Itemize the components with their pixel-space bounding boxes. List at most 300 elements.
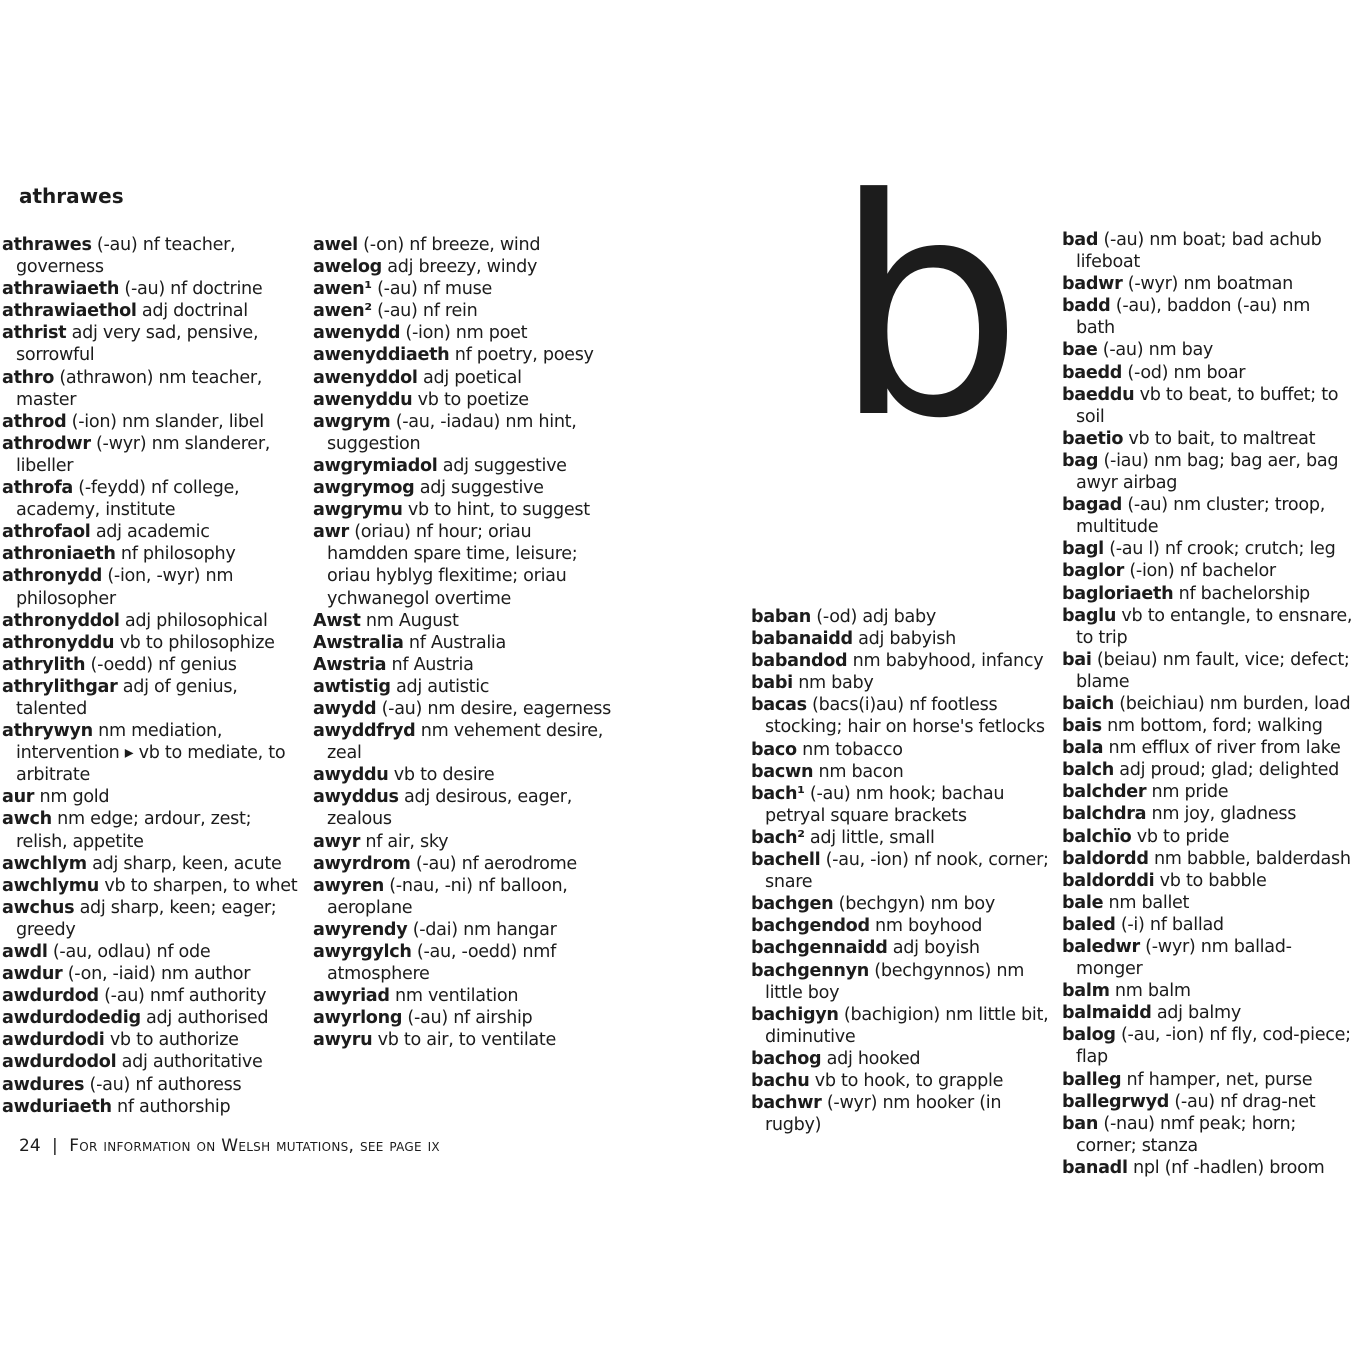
headword: athrawiaeth (2, 279, 120, 300)
headword: balchder (1062, 782, 1147, 803)
dictionary-entry (2, 300, 302, 322)
dictionary-entry (1062, 339, 1353, 361)
dictionary-entry (313, 786, 613, 830)
definition: (-au) nm hook; bachau petryal square brackets (765, 783, 1005, 826)
dictionary-entry (1062, 605, 1353, 649)
definition: (-au) nf authoress (84, 1074, 242, 1095)
dictionary-entry (313, 875, 613, 919)
headword: bagl (1062, 539, 1104, 560)
dictionary-entry (313, 367, 613, 389)
headword: balch (1062, 760, 1114, 781)
dictionary-entry (1062, 362, 1353, 384)
definition: (-feydd) nf college, academy, institute (16, 478, 240, 521)
dictionary-entry (313, 764, 613, 786)
dictionary-entry (1062, 273, 1353, 295)
dictionary-entry (751, 849, 1051, 893)
definition: (-nau) nmf peak; horn; corner; stanza (1076, 1113, 1297, 1156)
headword: awchus (2, 897, 75, 918)
dictionary-entry (2, 786, 302, 808)
headword: Awstria (313, 654, 387, 675)
definition: (-au, -ion) nf nook, corner; snare (765, 850, 1049, 893)
definition: nm ventilation (389, 986, 519, 1007)
headword: awchlymu (2, 875, 100, 896)
dictionary-entry (2, 610, 302, 632)
headword: baban (751, 607, 811, 627)
definition: (bechgynnos) nm little boy (765, 960, 1025, 1003)
dictionary-entry (2, 853, 302, 875)
dictionary-entry (1062, 980, 1353, 1002)
headword: awdurdod (2, 986, 99, 1007)
headword: awgrymu (313, 500, 403, 521)
dictionary-entry (313, 654, 613, 676)
dictionary-entry (1062, 781, 1353, 803)
definition: (-ion, -wyr) nm philosopher (16, 566, 234, 609)
definition: adj academic (90, 522, 210, 543)
headword: awenyddol (313, 367, 418, 388)
dictionary-entry (2, 1007, 302, 1029)
headword: awgrymog (313, 478, 415, 499)
dictionary-entry (751, 915, 1051, 937)
definition: (-au) nf airship (402, 1008, 533, 1029)
dictionary-column-4 (1062, 229, 1353, 1179)
headword: athrywyn (2, 721, 93, 742)
definition: nf poetry, poesy (449, 345, 594, 366)
dictionary-entry (2, 985, 302, 1007)
definition: vb to hint, to suggest (402, 500, 590, 521)
definition: nm efflux of river from lake (1103, 738, 1341, 759)
dictionary-entry (2, 433, 302, 477)
headword: awenyddiaeth (313, 345, 450, 366)
dictionary-entry (751, 937, 1051, 959)
dictionary-entry (313, 919, 613, 941)
definition: (-au) nf muse (371, 279, 493, 300)
dictionary-entry (313, 455, 613, 477)
definition: adj sharp, keen; eager; greedy (16, 897, 277, 940)
dictionary-entry (1062, 1002, 1353, 1024)
dictionary-entry (1062, 450, 1353, 494)
dictionary-entry (2, 1029, 302, 1051)
definition: (-iau) nm bag; bag aer, bag awyr airbag (1076, 450, 1339, 494)
dictionary-entry (751, 960, 1051, 1004)
dictionary-entry (751, 628, 1051, 650)
dictionary-entry (1062, 560, 1353, 582)
definition: nf hamper, net, purse (1121, 1069, 1313, 1090)
dictionary-entry (313, 499, 613, 521)
definition: (-au) nm bay (1097, 340, 1214, 361)
dictionary-entry (2, 720, 302, 786)
headword: athronyddu (2, 632, 115, 653)
dictionary-entry (751, 694, 1051, 738)
headword: bais (1062, 716, 1102, 737)
definition: (bechgyn) nm boy (833, 894, 995, 915)
headword: bai (1062, 649, 1092, 670)
dictionary-entry (1062, 715, 1353, 737)
dictionary-entry (2, 477, 302, 521)
footer-note: For information on Welsh mutations, see page ix (69, 1136, 440, 1156)
headword: athrawes (2, 235, 92, 255)
definition: adj authoritative (116, 1052, 263, 1073)
headword: baglu (1062, 605, 1117, 626)
definition: adj desirous, eager, zealous (327, 787, 572, 830)
running-head: athrawes (19, 184, 124, 208)
headword: Awst (313, 610, 361, 631)
headword: awyrlong (313, 1008, 403, 1029)
headword: awen¹ (313, 279, 372, 300)
headword: athrod (2, 411, 67, 432)
dictionary-entry (313, 853, 613, 875)
definition: (-dai) nm hangar (407, 919, 557, 940)
definition: (athrawon) nm teacher, master (16, 367, 263, 410)
dictionary-entry (313, 985, 613, 1007)
dictionary-entry (313, 411, 613, 455)
headword: awel (313, 235, 358, 255)
headword: awyrendy (313, 919, 408, 940)
definition: nf Australia (403, 632, 506, 653)
headword: athrist (2, 323, 67, 344)
headword: athrawiaethol (2, 301, 137, 322)
headword: balleg (1062, 1069, 1122, 1090)
dictionary-entry (1062, 914, 1353, 936)
headword: badd (1062, 296, 1111, 317)
definition: adj breezy, windy (381, 257, 538, 278)
headword: banadl (1062, 1157, 1128, 1178)
headword: bachgennyn (751, 960, 869, 981)
definition: vb to poetize (412, 389, 529, 410)
dictionary-entry (1062, 737, 1353, 759)
definition: (-au, -oedd) nmf atmosphere (327, 942, 556, 985)
dictionary-entry (313, 941, 613, 985)
headword: bachgennaidd (751, 938, 888, 959)
definition: adj little, small (804, 827, 935, 848)
headword: bacwn (751, 761, 814, 782)
headword: Awstralia (313, 632, 404, 653)
headword: balog (1062, 1025, 1116, 1046)
dictionary-entry (1062, 693, 1353, 715)
headword: awr (313, 522, 349, 543)
headword: balchïo (1062, 826, 1132, 847)
headword: awenyddu (313, 389, 413, 410)
definition: nm pride (1146, 782, 1229, 803)
definition: (-au, -ion) nf fly, cod-piece; flap (1076, 1025, 1351, 1068)
dictionary-entry (2, 1096, 302, 1118)
definition: (-au) nm desire, eagerness (376, 698, 612, 719)
dictionary-entry (1062, 229, 1353, 273)
definition: adj very sad, pensive, sorrowful (16, 323, 259, 366)
dictionary-entry (1062, 384, 1353, 428)
headword: bala (1062, 738, 1104, 759)
definition: (-au) nf teacher, governess (16, 235, 236, 278)
headword: bagloriaeth (1062, 583, 1174, 604)
dictionary-entry (751, 1070, 1051, 1092)
dictionary-entry (2, 411, 302, 433)
headword: baled (1062, 914, 1116, 935)
dictionary-entry (313, 831, 613, 853)
headword: awdur (2, 964, 63, 985)
definition: nm joy, gladness (1146, 804, 1297, 825)
definition: (-au) nmf authority (98, 986, 267, 1007)
page-number: 24 (19, 1136, 41, 1156)
headword: awyddu (313, 765, 389, 786)
definition: (-au) nm boat; bad achub lifeboat (1076, 230, 1322, 273)
headword: awyriad (313, 986, 390, 1007)
definition: nm mediation, intervention ▸ vb to mediate, to arbitrate (16, 721, 286, 786)
headword: baeddu (1062, 384, 1135, 405)
headword: bachgendod (751, 916, 870, 937)
dictionary-entry (751, 783, 1051, 827)
dictionary-entry (2, 278, 302, 300)
dictionary-entry (313, 676, 613, 698)
headword: baetio (1062, 428, 1124, 449)
dictionary-entry (2, 654, 302, 676)
dictionary-entry (2, 963, 302, 985)
dictionary-entry (313, 278, 613, 300)
headword: athronyddol (2, 610, 120, 631)
section-letter: b (833, 135, 1024, 484)
dictionary-entry (1062, 1113, 1353, 1157)
headword: bacas (751, 695, 807, 716)
dictionary-entry (1062, 649, 1353, 693)
dictionary-entry (1062, 428, 1353, 450)
headword: awduriaeth (2, 1096, 112, 1117)
definition: adj proud; glad; delighted (1113, 760, 1339, 781)
headword: bale (1062, 892, 1104, 913)
headword: athrylithgar (2, 676, 118, 697)
dictionary-column-1 (2, 234, 302, 1118)
headword: awyr (313, 831, 361, 852)
definition: nm tobacco (796, 739, 903, 760)
headword: bachigyn (751, 1004, 839, 1025)
headword: babanaidd (751, 629, 853, 650)
definition: (-au l) nf crook; crutch; leg (1103, 539, 1336, 560)
headword: baedd (1062, 362, 1123, 383)
headword: baco (751, 739, 797, 760)
headword: awyddfryd (313, 721, 416, 742)
definition: nm edge; ardour, zest; relish, appetite (16, 809, 252, 852)
definition: nm gold (34, 787, 110, 808)
dictionary-entry (1062, 892, 1353, 914)
dictionary-entry (313, 1029, 613, 1051)
headword: awdurdodedig (2, 1008, 141, 1029)
headword: awchlym (2, 853, 87, 874)
definition: (-od) nm boar (1122, 362, 1246, 383)
definition: vb to entangle, to ensnare, to trip (1076, 605, 1353, 648)
headword: bachgen (751, 894, 834, 915)
headword: awdurdodol (2, 1052, 117, 1073)
dictionary-entry (313, 1007, 613, 1029)
dictionary-entry (313, 344, 613, 366)
dictionary-entry (2, 676, 302, 720)
definition: vb to sharpen, to whet (99, 875, 298, 896)
definition: (-au) nf doctrine (119, 279, 263, 300)
dictionary-entry (751, 893, 1051, 915)
dictionary-entry (2, 322, 302, 366)
dictionary-entry (2, 1074, 302, 1096)
headword: balchdra (1062, 804, 1147, 825)
definition: vb to babble (1154, 870, 1267, 891)
definition: (-wyr) nm hooker (in rugby) (765, 1093, 1002, 1136)
definition: vb to philosophize (114, 632, 275, 653)
definition: adj of genius, talented (16, 676, 238, 719)
definition: adj babyish (852, 629, 957, 650)
headword: awdl (2, 942, 48, 962)
definition: vb to beat, to buffet; to soil (1076, 384, 1339, 427)
dictionary-entry (1062, 1069, 1353, 1091)
headword: awelog (313, 257, 382, 278)
definition: vb to hook, to grapple (809, 1070, 1004, 1091)
definition: adj poetical (417, 367, 522, 388)
definition: (oriau) nf hour; oriau hamdden spare time, leisure; oriau hyblyg flexitime; oriau ychwanegol overtime (327, 522, 578, 609)
dictionary-entry (1062, 1091, 1353, 1113)
definition: nf Austria (386, 654, 474, 675)
headword: awtistig (313, 676, 391, 697)
definition: adj doctrinal (136, 301, 248, 322)
definition: (-oedd) nf genius (85, 654, 237, 675)
definition: (-au) nf aerodrome (410, 853, 577, 874)
definition: (beichiau) nm burden, load (1113, 693, 1351, 714)
headword: bachog (751, 1048, 822, 1069)
dictionary-entry (1062, 295, 1353, 339)
definition: (bachigion) nm little bit, diminutive (765, 1004, 1049, 1047)
dictionary-entry (2, 808, 302, 852)
dictionary-entry (2, 521, 302, 543)
headword: awyddus (313, 787, 399, 808)
definition: (-au, -iadau) nm hint, suggestion (327, 411, 577, 454)
dictionary-entry (2, 234, 302, 278)
dictionary-entry (1062, 803, 1353, 825)
dictionary-entry (1062, 870, 1353, 892)
headword: athrofaol (2, 522, 91, 543)
definition: nm August (360, 610, 459, 631)
dictionary-column-2 (313, 234, 613, 1051)
dictionary-entry (751, 739, 1051, 761)
dictionary-entry (1062, 494, 1353, 538)
dictionary-entry (1062, 1024, 1353, 1068)
headword: ballegrwyd (1062, 1091, 1170, 1112)
dictionary-entry (313, 720, 613, 764)
dictionary-entry (1062, 848, 1353, 870)
dictionary-entry (2, 897, 302, 941)
headword: babi (751, 673, 793, 694)
definition: vb to authorize (104, 1030, 239, 1051)
headword: athrodwr (2, 433, 91, 454)
headword: bad (1062, 230, 1099, 250)
headword: awyrdrom (313, 853, 411, 874)
headword: baich (1062, 693, 1114, 714)
dictionary-entry (2, 367, 302, 411)
definition: (-au, odlau) nf ode (47, 942, 211, 962)
definition: nf philosophy (115, 544, 236, 565)
headword: athroniaeth (2, 544, 116, 565)
dictionary-entry (313, 234, 613, 256)
definition: adj hooked (821, 1048, 921, 1069)
headword: awch (2, 809, 52, 830)
headword: baldordd (1062, 848, 1149, 869)
definition: (-ion) nm poet (400, 323, 528, 344)
dictionary-entry (751, 1092, 1051, 1136)
headword: bagad (1062, 495, 1123, 516)
headword: ban (1062, 1113, 1099, 1134)
headword: awdurdodi (2, 1030, 105, 1051)
definition: (-wyr) nm ballad-monger (1076, 937, 1292, 980)
headword: bachell (751, 850, 821, 871)
page-footer (19, 1136, 440, 1156)
dictionary-entry (751, 650, 1051, 672)
headword: bag (1062, 450, 1099, 471)
dictionary-entry (313, 300, 613, 322)
dictionary-entry (313, 632, 613, 654)
dictionary-entry (2, 941, 302, 963)
dictionary-entry (313, 477, 613, 499)
dictionary-entry (751, 606, 1051, 628)
dictionary-entry (751, 1004, 1051, 1048)
headword: awyren (313, 875, 384, 896)
definition: (-wyr) nm boatman (1122, 274, 1293, 295)
definition: npl (nf -hadlen) broom (1127, 1157, 1325, 1178)
definition: nm babble, balderdash (1148, 848, 1351, 869)
footer-separator: | (52, 1136, 58, 1156)
definition: vb to bait, to maltreat (1123, 428, 1316, 449)
headword: awydd (313, 698, 377, 719)
headword: baledwr (1062, 937, 1140, 957)
dictionary-entry (751, 761, 1051, 783)
headword: athronydd (2, 566, 103, 587)
definition: (-ion) nm slander, libel (66, 411, 264, 432)
definition: (-au) nm cluster; troop, multitude (1076, 495, 1325, 538)
definition: nf bachelorship (1173, 583, 1310, 604)
dictionary-entry (2, 632, 302, 654)
headword: balm (1062, 981, 1110, 1002)
headword: awgrymiadol (313, 455, 438, 476)
dictionary-entry (2, 875, 302, 897)
dictionary-entry (1062, 826, 1353, 848)
headword: baglor (1062, 561, 1125, 582)
definition: adj sharp, keen, acute (86, 853, 282, 874)
dictionary-entry (313, 389, 613, 411)
headword: awgrym (313, 411, 391, 432)
definition: nm ballet (1103, 892, 1190, 913)
definition: nm vehement desire, zeal (327, 721, 604, 764)
headword: bachu (751, 1070, 810, 1091)
dictionary-column-3 (751, 606, 1051, 1136)
definition: nm bottom, ford; walking (1101, 716, 1323, 737)
dictionary-entry (313, 610, 613, 632)
headword: awen² (313, 301, 372, 322)
headword: awdures (2, 1074, 85, 1095)
definition: nm baby (792, 673, 874, 694)
headword: babandod (751, 651, 848, 672)
definition: adj suggestive (414, 478, 544, 499)
definition: adj suggestive (437, 455, 567, 476)
definition: (-on, -iaid) nm author (62, 964, 251, 985)
dictionary-entry (313, 322, 613, 344)
definition: (-wyr) nm slanderer, libeller (16, 433, 271, 476)
dictionary-entry (313, 521, 613, 609)
dictionary-entry (751, 1048, 1051, 1070)
definition: nm bacon (813, 761, 904, 782)
headword: awenydd (313, 323, 401, 344)
definition: adj balmy (1151, 1003, 1241, 1024)
dictionary-entry (2, 1051, 302, 1073)
definition: nf air, sky (360, 831, 449, 852)
definition: (-au) nf rein (371, 301, 478, 322)
definition: (beiau) nm fault, vice; defect; blame (1076, 649, 1350, 692)
definition: adj autistic (390, 676, 490, 697)
dictionary-entry (1062, 1157, 1353, 1179)
definition: (-on) nf breeze, wind (357, 235, 541, 255)
headword: bae (1062, 340, 1098, 361)
definition: (bacs(i)au) nf footless stocking; hair on horse's fetlocks (765, 695, 1045, 738)
dictionary-entry (2, 565, 302, 609)
